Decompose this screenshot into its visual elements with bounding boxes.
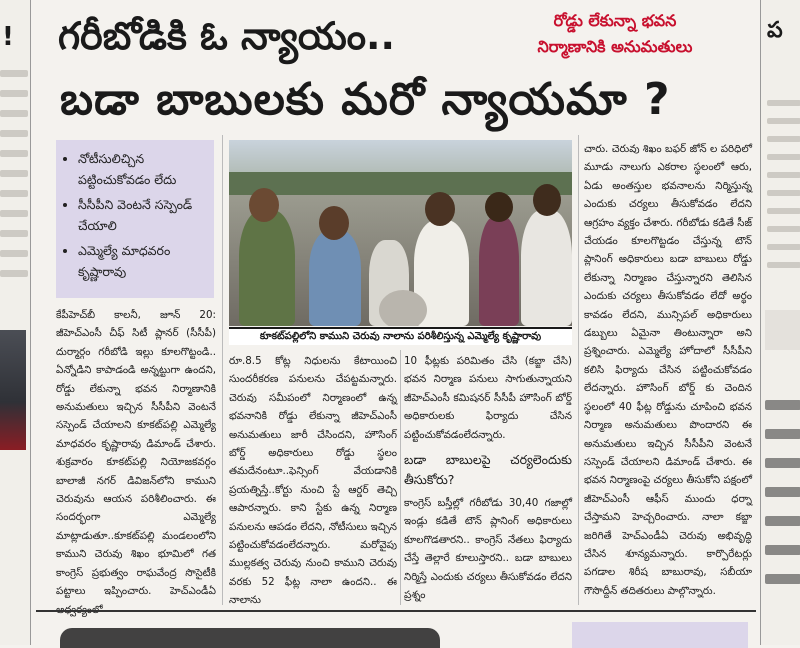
adjacent-column-right (760, 0, 800, 645)
adjacent-text-lines-right (767, 100, 800, 280)
article-column-1: కేపీహెచ్‌బీ కాలనీ, జూన్ 20: జీహెచ్‌ఎంసీ చీఫ్ సిటీ ప్లానర్ (సీసీపీ) దుర్మార్గం గరీబోడి ఇల్లు కూలగొట్టండి.. ఏన్నోడిని కాపాడండి అన్నట్టుగా ఉందని, రోడ్డు లేకున్నా భవన నిర్మాణానికి అనుమతులు ఇచ్చిన సీసీపీని వెంటనే సస్పెండ్ చేయాలని కూకట్‌పల్లి ఎమ్మెల్యే మాధవరం కృష్ణారావు డిమాండ్ చేశారు. శుక్రవారం కూకట్‌పల్లి నియోజకవర్గం బాలాజీ నగర్ డివిజన్‌లోని కాముని చెరువును ఆయన పరిశీలించారు. ఈ సందర్భంగా ఎమ్మెల్యే మాట్లాడుతూ..కూకట్‌పల్లి మండలంలోని కాముని చెరువు శిఖం భూమిలో గత కాంగ్రెస్ ప్రభుత్వం రాఘవేంద్ర సొసైటీకి పట్టాలు ఇప్పించారు. హెచ్‌ఎండీఏ (56, 309, 216, 598)
column-divider (400, 350, 401, 605)
photo-caption: కూకట్‌పల్లిలోని కాముని చెరువు నాలాను పరిశీలిస్తున్న ఎమ్మెల్యే కృష్ణారావు (229, 327, 572, 345)
next-headline-fragment (60, 618, 440, 648)
article-column-2: రూ.8.5 కోట్ల నిధులను కేటాయించి సుందరీకరణ పనులను చేపట్టమన్నారు. చెరువు సమీపంలో నిర్మాణంలో ఉన్న భవనానికి రోడ్డు లేకున్నా జీహెచ్‌ఎంసీ అనుమతులు జారీ చేసిందని, హౌసింగ్ బోర్డ్ అధికారులు రోడ్డు స్థలం తమదేనంటూ..ఫెన్సింగ్ వేయడానికి ప్రయత్నిస్తే..కోర్టు నుంచి స్టే ఆర్డర్ తెచ్చి ఆపారన్నారు. కాని స్టేకు ఉన్న నిర్మాణ పనులను ఆపడం లేదని, నోటీసులు ఇచ్చిన పట్టించుకోవడంలేదన్నారు. మరోవైపు ముల్లకత్వ చెరువు నుంచి కాముని చెరువు వరకు 52 ఫీట్ల నాలా ఉందని.. ఈ నాలాను (229, 355, 397, 607)
headline-tag (500, 8, 730, 60)
article-column-4: చారు. చెరువు శిఖం బఫర్ జోన్ ల పరిధిలో మూడు నాలుగు ఎకరాల స్థలంలో ఆరు, ఏడు అంతస్తుల భవనాలను నిర్మిస్తున్న ఎందుకు చర్యలు తీసుకోవడం లేదని ఆగ్రహం వ్యక్తం చేశారు. గరీబోడు కడితే సీజ్ చేయడం కూలగొట్టడం చేస్తున్న టౌన్ ప్లానింగ్ అధికారులు బడా బాబులు రోడ్డు లేకున్నా నిర్మాణం చేస్తున్నారని తెలిసిన ఎందుకు చర్యలు తీసుకోవడం లేదో అర్థం కావడం లేదని, మున్సిపల్ అధికారులు డబ్బులు ఏమైనా తింటున్నారా అని ప్రశ్నించారు. ఎమ్మెల్యే హోదాలో సీసీపీని కలిసి ఫిర్యాదు చేసిన పట్టించుకోవడం లేదన్నారు. హౌసింగ్ బోర్డ్ కు చెందిన స్థలంలో 40 ఫీట్ల రోడ్డును చూపించి భవన నిర్మాణ అనుమతులు పొందారని ఈ అనుమతులు ఇచ్చిన సీసీపీని వెంటనే సస్పెండ్ చేయాలని డిమాండ్ చేశారు. ఈ భవన నిర్మాణంపై చర్యలు తీసుకోని పక్షంలో జీహెచ్‌ఎంసీ ఆఫీస్ ముందు ధర్నా చేస్తామని హెచ్చరించారు. నాలా కబ్జా జరిగితే హెచ్‌ఎండీఏ చెరువు అభివృద్ధి చేసిన శూన్యమన్నారు. కార్పొరేటర్లు పగడాల శిరీష బాబురావు, సబీయా గౌసొద్దీన్ తదితరులు పాల్గొన్నారు. (584, 143, 752, 597)
key-point: • నోటీసులిచ్చిన పట్టించుకోవడం లేదు (78, 148, 208, 190)
column-divider (222, 135, 223, 605)
headline-tag-line-1: రోడ్డు లేకున్నా భవన (553, 11, 677, 30)
adjacent-column-left (0, 0, 31, 645)
article-column-3 (404, 352, 572, 604)
adjacent-headline-fragment-left: ! (2, 22, 14, 52)
headline-line-1: గరీబోడికి ఓ న్యాయం.. (58, 14, 395, 58)
column-divider (578, 135, 579, 605)
adjacent-box-right (765, 310, 800, 350)
adjacent-headline-fragment-right: ప (767, 18, 783, 43)
news-photo (229, 140, 572, 326)
key-point: • సీసీపీని వెంటనే సస్పెండ్ చేయాలి (78, 194, 208, 236)
key-point: • ఎమ్మెల్యే మాధవరం కృష్ణారావు (78, 240, 208, 282)
headline-line-2: బడా బాబులకు మరో న్యాయమా ? (60, 74, 671, 125)
next-article-box (572, 622, 748, 648)
article-column-3-text-1: 10 ఫీట్లకు పరిమితం చేసి (కబ్జా చేసి) భవన నిర్మాణ పనులు సాగుతున్నాయని జీహెచ్‌ఎంసీ కమిషనర్ సీసీపీ హౌసింగ్ బోర్డ్ అధికారులకు ఫిర్యాదు చేసిన పట్టించుకోవడంలేదన్నారు. (404, 355, 572, 441)
key-points-box (56, 140, 214, 298)
adjacent-photo-left (0, 330, 26, 450)
adjacent-list-right (765, 400, 800, 603)
adjacent-text-lines-left (0, 70, 28, 290)
page-divider (36, 610, 756, 612)
article-column-3-text-2: కాంగ్రెస్ బస్తీల్లో గరీబోడు 30,40 గజాల్లో ఇండ్లు కడితే టౌన్ ప్లానింగ్ అధికారులు కూలగొడతారని.. కాంగ్రెస్ నేతలు ఫిర్యాదు చేస్తే తెల్లారే కూలుస్తారని.. బడా బాబులు నిర్మిస్తే ఎందుకు చర్యలు తీసుకోవడం లేదని ప్రశ్నం (404, 497, 572, 602)
headline-tag-line-2: నిర్మాణానికి అనుమతులు (537, 37, 693, 56)
article-subheading: బడా బాబులపై చర్యలెందుకు తీసుకోరు? (404, 452, 572, 488)
